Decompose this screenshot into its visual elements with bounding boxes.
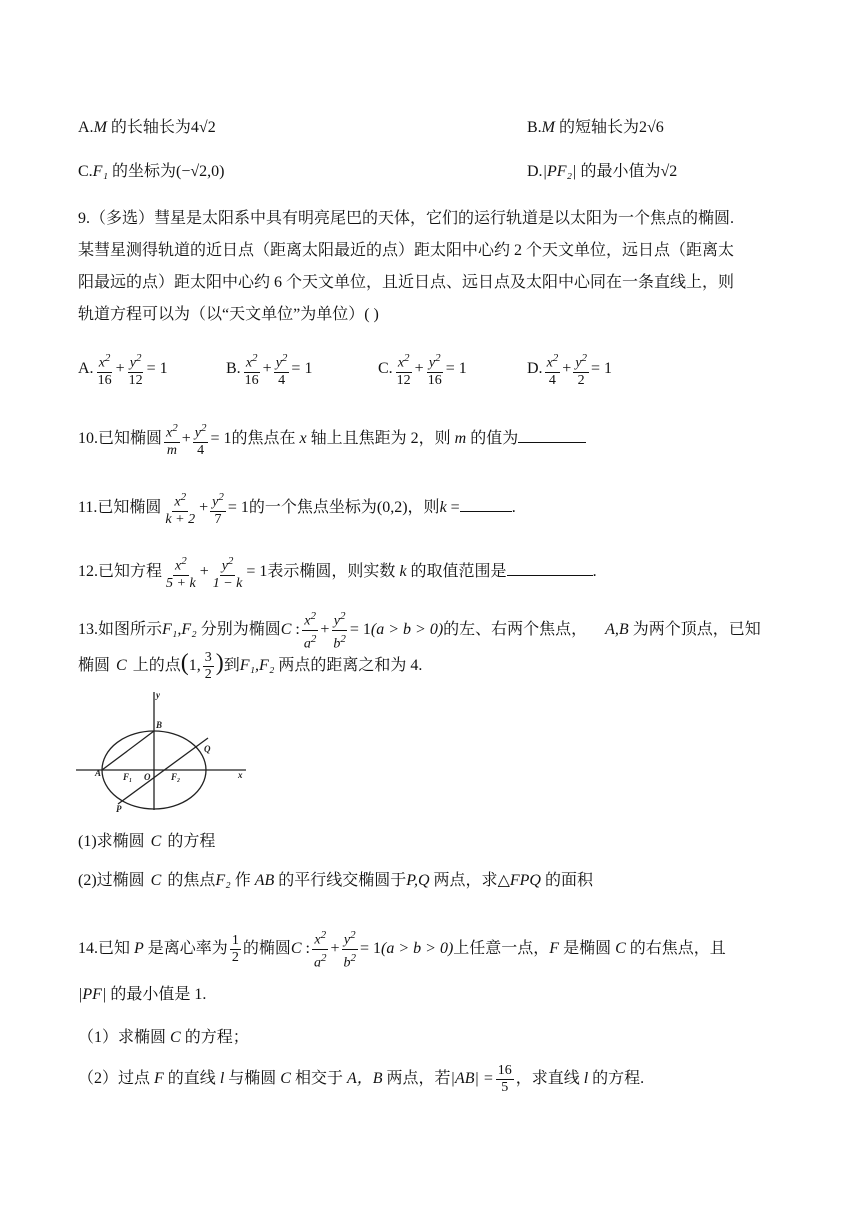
option-value: √2 — [660, 163, 678, 180]
q13-text: (2)过椭圆 — [78, 872, 145, 889]
q14-var: |PF| — [78, 986, 107, 1003]
line-ab — [102, 731, 154, 770]
q11: 11.已知椭圆 $\frac{x^2}{k + 2}$ + $\frac{y^2}{7}$ = 1的一个焦点坐标为(0,2)，则k = . — [78, 491, 516, 527]
q14-text: ，求直线 — [515, 1070, 580, 1088]
frac-den: 12 — [396, 372, 411, 388]
label-f1: F₁ — [123, 772, 133, 782]
q14-var: l — [219, 1070, 225, 1088]
frac-den: k + 2 — [165, 511, 196, 527]
q13-text: 两点，求 — [433, 872, 498, 889]
q11-text: 的一个焦点坐标为 — [248, 499, 377, 516]
frac-den: 7 — [214, 511, 222, 527]
q14-text: 相交于 — [294, 1070, 343, 1088]
frac-num: 3 — [204, 650, 212, 665]
label-q: Q — [204, 744, 211, 754]
q13-foci: F₁,F₂ — [239, 657, 275, 675]
q10-var: x — [299, 430, 307, 447]
q13-text: 到 — [223, 657, 240, 675]
q10-prefix: 10.已知椭圆 — [78, 430, 163, 447]
label-f2: F₂ — [171, 772, 181, 782]
q12-text: . — [592, 563, 597, 580]
q13-text: 的方程 — [167, 833, 216, 850]
option-subject: M — [93, 119, 107, 136]
label-o: O — [144, 772, 151, 782]
q13-text: 的左、右两个焦点， — [443, 620, 588, 638]
label-a: A — [95, 768, 102, 778]
q13-text: 上的点 — [132, 657, 181, 675]
option-text: 的长轴长为 — [110, 119, 191, 136]
q13-text: 的焦点 — [167, 872, 216, 889]
q14-line1: 14.已知 P 是离心率为 $\frac{1}{2}$ 的椭圆C : $\frac{x^2}{a^2}$ + $\frac{y^2}{b^2}$ = 1(a > b > 0)上任意一点，F 是椭圆 C 的右焦点，且 — [78, 929, 726, 971]
q9-option-c: C. $\frac{x^2}{12}$ + $\frac{y^2}{16}$ = 1 — [378, 352, 467, 388]
label-b: B — [156, 720, 163, 730]
q14-text: 的右焦点，且 — [629, 939, 726, 957]
q13-foci: F₁,F₂ — [162, 620, 197, 638]
q11-text: . — [511, 499, 516, 516]
option-text: 的短轴长为 — [559, 119, 640, 136]
q10-text: 轴上且焦距为 2，则 — [310, 430, 451, 447]
q10-text: 的焦点在 — [231, 430, 296, 447]
q14-text: 是椭圆 — [563, 939, 612, 957]
q12-text: 表示椭圆，则实数 — [267, 563, 396, 580]
q13-var: AB — [254, 872, 275, 889]
q11-prefix: 11.已知椭圆 — [78, 499, 162, 516]
option-value: 4√2 — [190, 119, 216, 136]
frac-den: 4 — [197, 442, 205, 458]
frac-den: 4 — [278, 372, 286, 388]
option-letter: C. — [78, 163, 93, 180]
frac-den: 4 — [548, 372, 556, 388]
option-value: (−√2,0) — [176, 163, 225, 180]
q14-var: C — [280, 1070, 291, 1088]
q13-text: 椭圆 — [78, 657, 111, 675]
q14-text: （1）求椭圆 — [78, 1029, 167, 1046]
q13-var: △FPQ — [497, 872, 541, 889]
label-x: x — [238, 770, 243, 780]
q14-text: 的方程. — [592, 1070, 645, 1088]
option-d-top — [527, 160, 677, 184]
q14-sub2 — [78, 1063, 644, 1096]
q14-text: 是离心率为 — [147, 939, 228, 957]
q14-text: 上任意一点， — [453, 939, 550, 957]
q14-text: （2）过点 — [78, 1070, 151, 1088]
q14-var: P — [134, 939, 144, 957]
q14-var: F — [154, 1070, 164, 1088]
option-a-top — [78, 116, 216, 140]
q14-var: A，B — [346, 1070, 383, 1088]
frac-den: 5 + k — [166, 575, 196, 591]
q13-text: 的面积 — [544, 872, 593, 889]
q13-line2: 椭圆 C 上的点(1, $\frac{3}{2}$ )到F₁,F₂ 两点的距离之和为 4. — [78, 650, 423, 682]
answer-blank[interactable] — [518, 428, 586, 443]
q14-text: 的最小值是 1. — [110, 986, 207, 1003]
q14-text: 的方程； — [184, 1029, 249, 1046]
q14-cond: (a > b > 0) — [381, 939, 454, 957]
q12-prefix: 12.已知方程 — [78, 563, 163, 580]
q14-sub1 — [78, 1026, 249, 1050]
option-letter: C. — [378, 360, 393, 377]
q13-var: P,Q — [406, 872, 430, 889]
frac-den: 12 — [128, 372, 143, 388]
option-c-top — [78, 160, 225, 184]
option-letter: D. — [527, 163, 543, 180]
q9-line3: 阳最远的点）距太阳中心约 6 个天文单位，且近日点、远日点及太阳中心同在一条直线上，则 — [78, 274, 735, 291]
frac-den: 2 — [204, 667, 212, 682]
q12-var: k — [399, 563, 407, 580]
q9-option-b: B. $\frac{x^2}{16}$ + $\frac{y^2}{4}$ = 1 — [226, 352, 313, 388]
q13-cond: (a > b > 0) — [370, 620, 444, 638]
q13-var: A,B — [605, 620, 629, 638]
answer-blank[interactable] — [460, 497, 512, 512]
q13-text: 13.如图所示 — [78, 620, 163, 638]
q9-line2: 某彗星测得轨道的近日点（距离太阳最近的点）距太阳中心约 2 个天文单位，远日点（距离太 — [78, 242, 735, 259]
frac-den: m — [166, 442, 177, 458]
option-value: 2√6 — [639, 119, 664, 136]
q10-text: 的值为 — [470, 430, 519, 447]
frac-den: 16 — [427, 372, 442, 388]
q14-var: F — [549, 939, 560, 957]
q13-var: C — [150, 872, 162, 889]
q13-var: C — [150, 833, 162, 850]
ellipse-figure — [76, 688, 252, 816]
q14-var: l — [583, 1070, 589, 1088]
frac-den: 1 − k — [212, 575, 243, 591]
q13-var: F₂ — [215, 872, 231, 889]
q13-sub1 — [78, 830, 215, 854]
q13-line1: 13.如图所示F₁,F₂ 分别为椭圆C : $\frac{x^2}{a^2}$ + $\frac{y^2}{b^2}$ = 1(a > b > 0)的左、右两个焦点， A,B 为两个顶点，已知 — [78, 610, 761, 652]
q13-text: 的平行线交椭圆于 — [278, 872, 407, 889]
q13-text: 作 — [234, 872, 251, 889]
q12-text: 的取值范围是 — [410, 563, 507, 580]
q14-var: C — [170, 1029, 181, 1046]
label-y: y — [156, 690, 160, 700]
label-p: P — [116, 804, 122, 814]
option-subject: |PF₂| — [542, 163, 577, 180]
q9-line4: 轨道方程可以为（以“天文单位”为单位）( ) — [78, 306, 379, 323]
q14-text: 14.已知 — [78, 939, 131, 957]
q11-var: k — [439, 499, 447, 516]
frac-num: 16 — [497, 1063, 512, 1078]
q14-var: |AB| = — [450, 1070, 494, 1088]
option-text: 的最小值为 — [580, 163, 661, 180]
q14-text: 两点，若 — [386, 1070, 451, 1088]
option-letter: B. — [226, 360, 241, 377]
q13-text: 为两个顶点，已知 — [632, 620, 761, 638]
q10: 10.已知椭圆 $\frac{x^2}{m}$ + $\frac{y^2}{4}$ = 1的焦点在 x 轴上且焦距为 2，则 m 的值为 — [78, 420, 586, 459]
q14-line2 — [78, 983, 206, 1007]
answer-blank[interactable] — [507, 561, 593, 576]
q9-line1: 9.（多选）彗星是太阳系中具有明亮尾巴的天体，它们的运行轨道是以太阳为一个焦点的椭圆. — [78, 210, 735, 227]
option-letter: D. — [527, 360, 543, 377]
q13-var: C — [116, 657, 127, 675]
q14-var: C — [615, 939, 626, 957]
q13-text: 分别为椭圆 — [200, 620, 281, 638]
frac-den: 16 — [97, 372, 112, 388]
q13-text: (1)求椭圆 — [78, 833, 145, 850]
q13-var: C — [280, 620, 292, 638]
q14-text: 的直线 — [167, 1070, 216, 1088]
frac-den: 2 — [577, 372, 585, 388]
q9-option-a: A. $\frac{x^2}{16}$ + $\frac{y^2}{12}$ = 1 — [78, 352, 168, 388]
q9-option-d: D. $\frac{x^2}{4}$ + $\frac{y^2}{2}$ = 1 — [527, 352, 613, 388]
q11-text: ，则 — [407, 499, 440, 516]
q11-point: (0,2) — [376, 499, 408, 516]
frac-den: 5 — [501, 1080, 509, 1095]
option-letter: B. — [527, 119, 542, 136]
q10-var: m — [454, 430, 467, 447]
q13-text: 两点的距离之和为 4. — [278, 657, 423, 675]
option-text: 的坐标为 — [112, 163, 177, 180]
option-letter: A. — [78, 119, 94, 136]
q14-text: 与椭圆 — [228, 1070, 277, 1088]
q13-sub2 — [78, 869, 593, 893]
q14-text: 的椭圆 — [242, 939, 291, 957]
option-letter: A. — [78, 360, 94, 377]
option-subject: M — [541, 119, 555, 136]
q12: 12.已知方程 $\frac{x^2}{5 + k}$ + $\frac{y^2}{1 - k}$ = 1表示椭圆，则实数 k 的取值范围是 . — [78, 555, 597, 591]
option-b-top — [527, 116, 664, 140]
frac-den: 16 — [244, 372, 259, 388]
option-subject: F₁ — [92, 163, 109, 180]
